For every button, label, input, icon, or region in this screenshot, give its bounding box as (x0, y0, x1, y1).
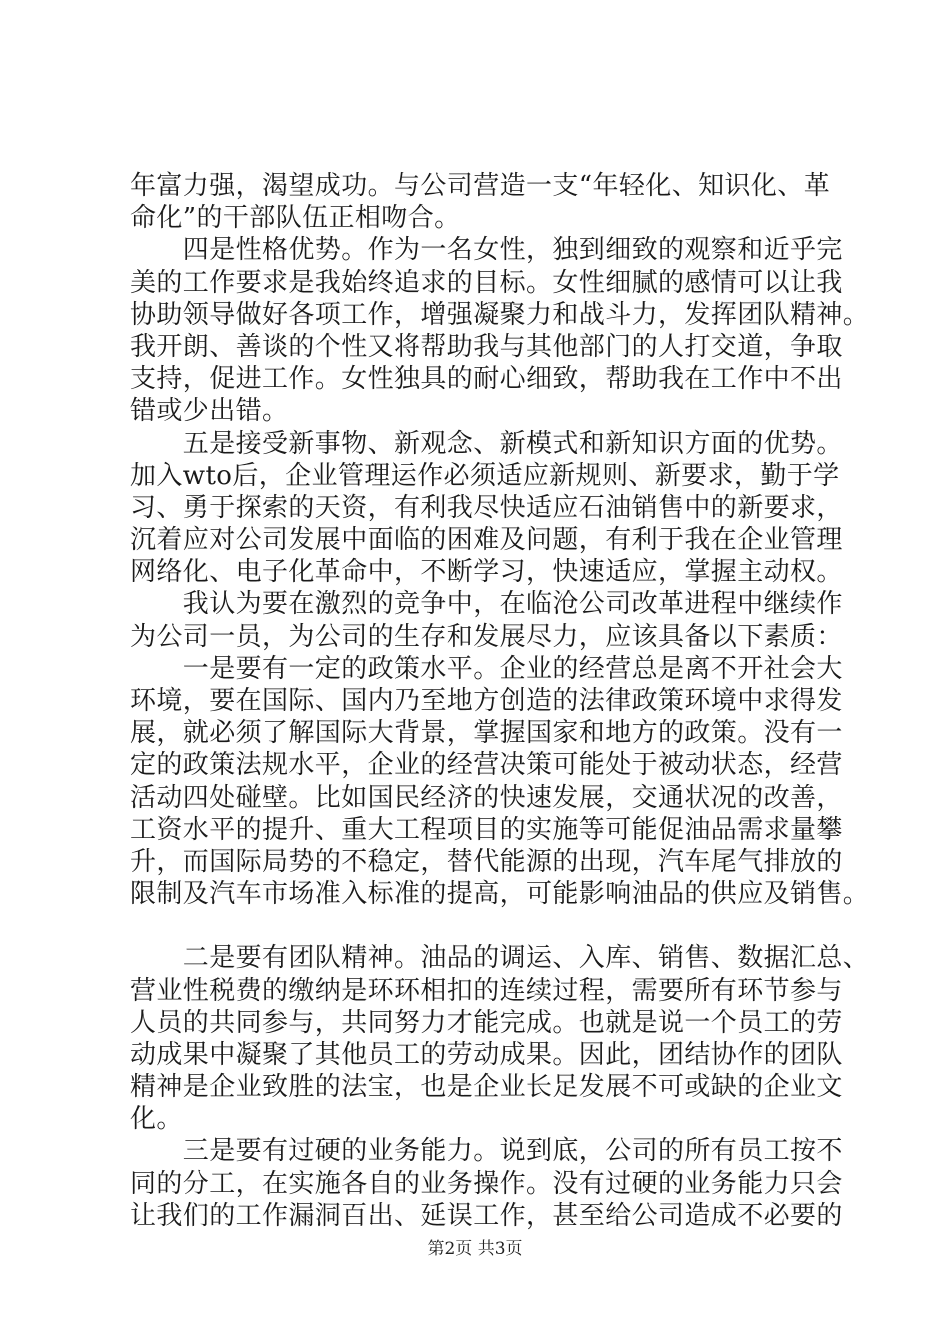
text-line: 活动四处碰壁。比如国民经济的快速发展，交通状况的改善， (130, 782, 843, 813)
text-line: 美的工作要求是我始终追求的目标。女性细腻的感情可以让我 (130, 267, 843, 298)
text-line: 年富力强，渴望成功。与公司营造一支“年轻化、知识化、革 (130, 171, 831, 201)
paragraph-gap (130, 910, 830, 942)
text-line: 加入wto后，企业管理运作必须适应新规则、新要求，勤于学 (130, 460, 840, 491)
text-line: 升，而国际局势的不稳定，替代能源的出现，汽车尾气排放的 (130, 846, 843, 877)
text-line: 五是接受新事物、新观念、新模式和新知识方面的优势。 (130, 428, 843, 459)
text-line: 沉着应对公司发展中面临的困难及问题，有利于我在企业管理 (130, 525, 843, 556)
text-line: 协助领导做好各项工作，增强凝聚力和战斗力，发挥团队精神。 (130, 299, 870, 330)
document-body (130, 170, 870, 1232)
text-line: 动成果中凝聚了其他员工的劳动成果。因此，团结协作的团队 (130, 1039, 843, 1070)
text-line: 四是性格优势。作为一名女性，独到细致的观察和近乎完 (130, 235, 843, 266)
text-line: 习、勇于探索的天资，有利我尽快适应石油销售中的新要求， (130, 492, 843, 523)
text-line: 限制及汽车市场准入标准的提高，可能影响油品的供应及销售。 (130, 879, 870, 910)
text-line: 环境，要在国际、国内乃至地方创造的法律政策环境中求得发 (130, 686, 843, 716)
text-line: 同的分工，在实施各自的业务操作。没有过硬的业务能力只会 (130, 1168, 843, 1199)
text-line: 网络化、电子化革命中，不断学习，快速适应，掌握主动权。 (130, 557, 843, 588)
text-line: 一是要有一定的政策水平。企业的经营总是离不开社会大 (130, 653, 843, 684)
text-line: 二是要有团队精神。油品的调运、入库、销售、数据汇总、 (130, 943, 870, 974)
text-line: 展，就必须了解国际大背景，掌握国家和地方的政策。没有一 (130, 718, 843, 749)
text-line: 定的政策法规水平，企业的经营决策可能处于被动状态，经营 (130, 750, 843, 781)
text-line: 三是要有过硬的业务能力。说到底，公司的所有员工按不 (130, 1136, 843, 1167)
text-line: 营业性税费的缴纳是环环相扣的连续过程，需要所有环节参与 (130, 975, 843, 1006)
text-line: 人员的共同参与，共同努力才能完成。也就是说一个员工的劳 (130, 1007, 843, 1038)
text-line: 化。 (130, 1104, 183, 1135)
text-line: 支持，促进工作。女性独具的耐心细致，帮助我在工作中不出 (130, 364, 843, 395)
text-line: 为公司一员，为公司的生存和发展尽力，应该具备以下素质： (130, 621, 843, 652)
text-line: 工资水平的提升、重大工程项目的实施等可能促油品需求量攀 (130, 814, 843, 845)
text-line: 我开朗、善谈的个性又将帮助我与其他部门的人打交道，争取 (130, 331, 843, 362)
text-line: 让我们的工作漏洞百出、延误工作，甚至给公司造成不必要的 (130, 1200, 843, 1231)
text-line: 错或少出错。 (130, 396, 289, 427)
text-line: 我认为要在激烈的竞争中，在临沧公司改革进程中继续作 (130, 589, 843, 620)
page-footer: 第2页 共3页 (427, 1239, 523, 1259)
text-line: 精神是企业致胜的法宝，也是企业长足发展不可或缺的企业文 (130, 1072, 843, 1103)
text-line: 命化”的干部队伍正相吻合。 (130, 203, 461, 234)
